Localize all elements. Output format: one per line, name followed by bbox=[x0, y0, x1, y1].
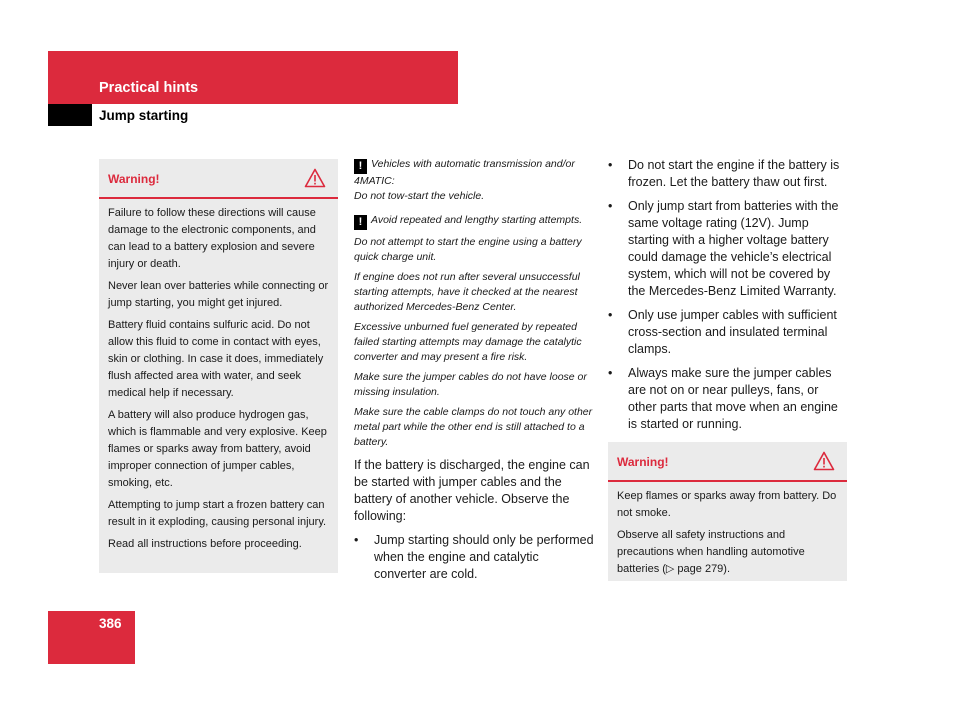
note-paragraph: Excessive unburned fuel generated by repeated failed starting attempts may damage the catalytic converter and may present a fire risk. bbox=[354, 321, 582, 363]
note-text: Vehicles with automatic transmission and/or 4MATIC: bbox=[354, 158, 575, 187]
note-paragraph bbox=[354, 157, 594, 204]
subsection-title: Jump starting bbox=[99, 108, 189, 123]
bullet-icon: • bbox=[608, 308, 613, 322]
list-item bbox=[608, 198, 848, 300]
warning-paragraph: Attempting to jump start a frozen battery can result in it exploding, causing personal injury. bbox=[108, 499, 327, 528]
bullet-icon: • bbox=[608, 366, 613, 380]
warning-paragraph: Never lean over batteries while connecting or jump starting, you might get injured. bbox=[108, 280, 329, 309]
warning-paragraph: A battery will also produce hydrogen gas, which is flammable and very explosive. Keep flames or sparks away from battery, avoid improper connection of jumper cables, smoking, etc. bbox=[108, 409, 327, 489]
middle-bullet-list bbox=[354, 532, 594, 583]
middle-column bbox=[354, 157, 594, 590]
warning-paragraph: Keep flames or sparks away from battery. Do not smoke. bbox=[617, 490, 837, 519]
list-item bbox=[608, 307, 848, 358]
middle-notes bbox=[354, 157, 594, 450]
bullet-icon: • bbox=[608, 199, 613, 213]
note-paragraph bbox=[354, 213, 594, 230]
left-warning-box bbox=[99, 159, 338, 573]
bullet-icon: • bbox=[608, 158, 613, 172]
note-paragraph: Do not attempt to start the engine using a battery quick charge unit. bbox=[354, 236, 582, 263]
warning-paragraph: Battery fluid contains sulfuric acid. Do not allow this fluid to come in contact with eyes, skin or clothing. In case it does, immediately flush affected area with water, and seek medical help if necessary. bbox=[108, 319, 324, 399]
right-warning-title: Warning! bbox=[617, 455, 669, 469]
list-item bbox=[608, 365, 848, 433]
intro-paragraph: If the battery is discharged, the engine can be started with jumper cables and the battery of another vehicle. Observe the following: bbox=[354, 458, 590, 523]
list-item-text: Always make sure the jumper cables are not on or near pulleys, fans, or other parts that move when an engine is started or running. bbox=[628, 366, 838, 431]
header-banner bbox=[48, 51, 458, 104]
note-paragraph: Make sure the jumper cables do not have loose or missing insulation. bbox=[354, 371, 587, 398]
left-warning-header bbox=[99, 159, 338, 199]
note-paragraph: Make sure the cable clamps do not touch any other metal part while the other end is still attached to a battery. bbox=[354, 406, 593, 448]
section-title: Practical hints bbox=[99, 80, 199, 96]
list-item-text: Jump starting should only be performed when the engine and catalytic converter are cold. bbox=[374, 533, 594, 581]
right-warning-header bbox=[608, 442, 847, 482]
warning-triangle-icon bbox=[813, 451, 835, 471]
exclamation-note-icon: ! bbox=[354, 159, 367, 174]
right-column bbox=[608, 157, 848, 440]
left-warning-body bbox=[99, 199, 338, 566]
list-item bbox=[608, 157, 848, 191]
note-paragraph: If engine does not run after several unsuccessful starting attempts, have it checked at the nearest authorized Mercedes-Benz Center. bbox=[354, 271, 580, 313]
exclamation-note-icon: ! bbox=[354, 215, 367, 230]
bullet-icon: • bbox=[354, 533, 359, 547]
header-tab-marker bbox=[48, 104, 92, 126]
warning-paragraph: Observe all safety instructions and precautions when handling automotive batteries (▷ page 279). bbox=[617, 529, 805, 575]
note-text: Do not tow-start the vehicle. bbox=[354, 190, 485, 202]
list-item-text: Do not start the engine if the battery is frozen. Let the battery thaw out first. bbox=[628, 158, 840, 189]
page-number: 386 bbox=[99, 616, 122, 631]
right-warning-body bbox=[608, 482, 847, 591]
right-warning-box bbox=[608, 442, 847, 581]
list-item bbox=[354, 532, 594, 583]
warning-triangle-icon bbox=[304, 168, 326, 188]
list-item-text: Only jump start from batteries with the same voltage rating (12V). Jump starting with a higher voltage battery could damage the vehicle’s electrical system, which will not be covered by the Mercedes-Benz Limited Warranty. bbox=[628, 199, 839, 298]
right-bullet-list bbox=[608, 157, 848, 433]
warning-paragraph: Failure to follow these directions will cause damage to the electronic components, and can lead to a battery explosion and severe injury or death. bbox=[108, 207, 316, 270]
note-text: Avoid repeated and lengthy starting attempts. bbox=[371, 214, 583, 226]
left-warning-title: Warning! bbox=[108, 172, 160, 186]
list-item-text: Only use jumper cables with sufficient cross-section and insulated terminal clamps. bbox=[628, 308, 837, 356]
warning-paragraph: Read all instructions before proceeding. bbox=[108, 538, 302, 550]
